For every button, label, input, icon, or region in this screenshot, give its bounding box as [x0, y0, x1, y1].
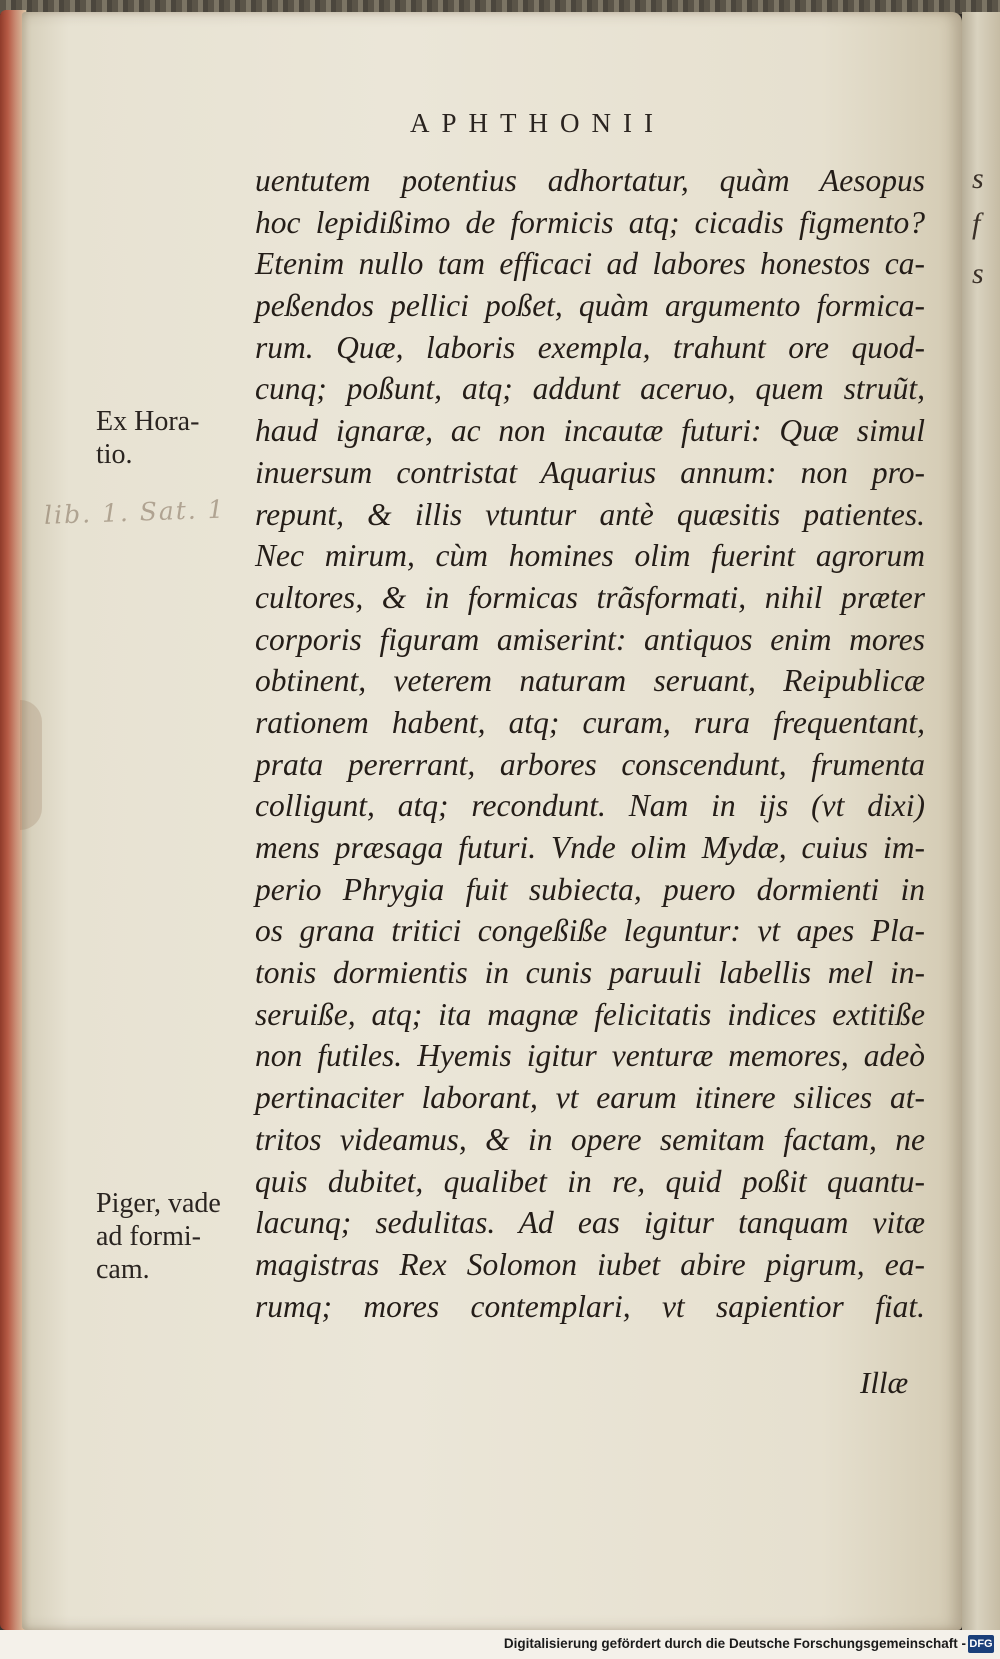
text-line: lacunq; sedulitas. Ad eas igitur tanquam vitæ [255, 1205, 925, 1241]
body-text [255, 160, 925, 1327]
text-line: seruiße, atq; ita magnæ felicitatis indices extitiße [255, 996, 925, 1032]
text-line: haud ignaræ, ac non incautæ futuri: Quæ simul [255, 413, 925, 449]
text-line: pertinaciter laborant, vt earum itinere silices at- [255, 1080, 925, 1116]
footer-credit: Digitalisierung gefördert durch die Deutsche Forschungsgemeinschaft - [503, 1636, 966, 1651]
handwritten-margin-note: lib. 1. Sat. 1 [43, 494, 227, 530]
text-line: inuersum contristat Aquarius annum: non pro- [255, 454, 925, 490]
digitization-footer [0, 1630, 1000, 1659]
text-line: quis dubitet, qualibet in re, quid poßit quantu- [255, 1163, 925, 1199]
catchword: Illæ [860, 1365, 909, 1400]
text-line: hoc lepidißimo de formicis atq; cicadis figmento? [255, 204, 925, 240]
margin-note-line: cam. [96, 1254, 150, 1285]
margin-note-line: Piger, vade [96, 1188, 221, 1219]
text-line: Etenim nullo tam efficaci ad labores honestos ca- [255, 246, 925, 282]
text-line: rationem habent, atq; curam, rura frequentant, [255, 704, 925, 740]
text-line: cultores, & in formicas trãsformati, nihil præter [255, 579, 925, 615]
text-line: corporis figuram amiserint: antiquos enim mores [255, 621, 925, 657]
text-line: os grana tritici congeßiße leguntur: vt apes Pla- [255, 913, 925, 949]
text-line: tonis dormientis in cunis paruuli labellis mel in- [255, 955, 925, 991]
text-line: Nec mirum, cùm homines olim fuerint agrorum [255, 538, 925, 574]
text-line: non futiles. Hyemis igitur venturæ memores, adeò [255, 1038, 925, 1074]
margin-note-horace [96, 405, 256, 471]
text-line: magistras Rex Solomon iubet abire pigrum, ea- [255, 1246, 925, 1282]
dfg-logo: DFG [968, 1635, 994, 1653]
text-line: obtinent, veterem naturam seruant, Reipublicæ [255, 663, 925, 699]
text-line: mens præsaga futuri. Vnde olim Mydæ, cuius im- [255, 830, 925, 865]
text-line: repunt, & illis vtuntur antè quæsitis patientes. [255, 496, 925, 532]
text-line: uentutem potentius adhortatur, quàm Aesopus [255, 163, 925, 198]
text-line: colligunt, atq; recondunt. Nam in ijs (vt dixi) [255, 788, 925, 824]
margin-note-line: tio. [96, 439, 133, 470]
text-line: cunq; poßunt, atq; addunt aceruo, quem struũt, [255, 371, 925, 407]
text-line: rum. Quæ, laboris exempla, trahunt ore quod- [255, 329, 925, 365]
text-line: tritos videamus, & in opere semitam factam, ne [255, 1121, 925, 1157]
margin-note-line: Ex Hora- [96, 406, 200, 437]
running-head: APHTHONII [410, 108, 665, 138]
text-line: peßendos pellici poßet, quàm argumento formica- [255, 288, 925, 324]
text-line: prata pererrant, arbores conscendunt, frumenta [255, 746, 925, 782]
text-line: rumq; mores contemplari, vt sapientior fiat. [255, 1288, 925, 1324]
facing-page-strip: s f s [962, 12, 1000, 1630]
margin-note-piger [96, 1187, 256, 1286]
clasp-shadow [20, 700, 42, 830]
text-line: perio Phrygia fuit subiecta, puero dormienti in [255, 871, 925, 907]
margin-note-line: ad formi- [96, 1221, 201, 1252]
